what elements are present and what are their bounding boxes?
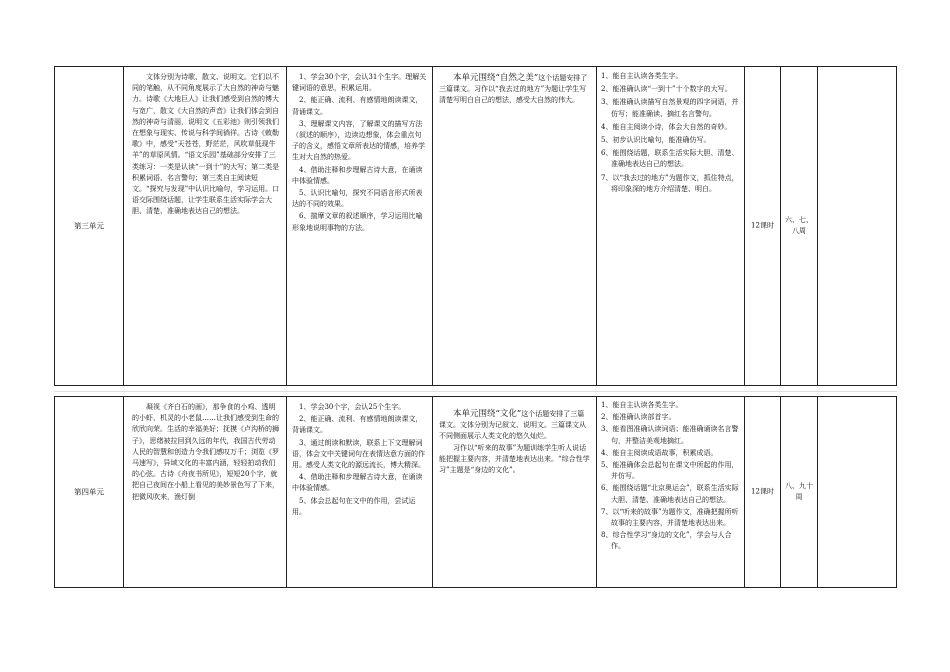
teaching-goal: 5、体会总起句在文中的作用，尝试运用。 — [292, 496, 416, 516]
key-point: 7、以“听来的故事”为题作文，准确把握所听故事的主要内容，并清楚地表达出来。 — [601, 507, 739, 528]
teaching-goals-cell — [286, 397, 432, 587]
unit-4-table-row — [54, 396, 897, 588]
content-analysis-cell — [123, 67, 286, 385]
key-point: 5、能准确体会总起句在课文中所起的作用，并仿写。 — [601, 461, 739, 481]
key-point: 1、能自主认读各类生字。 — [601, 72, 683, 80]
notes-cell — [817, 67, 898, 385]
unit-3-table-row — [54, 66, 897, 386]
hours-value: 12课时 — [751, 487, 774, 496]
teaching-goal: 3、理解课文内容，了解课文的描写方法（叙述的顺序），边读边想象，体会重点句子的含义，感悟文章所表达的情感，培养学生对大自然的热爱。 — [292, 119, 425, 162]
key-point: 3、能看图准确认读词语；能准确诵读名言警句，并整洁美观地摘红。 — [601, 425, 739, 445]
key-point: 6、能围绕话题，联系生活实际大胆、清楚、准确地表达自己的想法。 — [601, 149, 739, 169]
key-point: 2、能准确认读部首字。 — [601, 413, 676, 422]
hours-cell — [744, 67, 780, 385]
unit-name: 第三单元 — [74, 221, 104, 231]
teaching-goal: 1、学会30个字，会认31个生字。理解关键词语的意思，积累运用。 — [292, 73, 427, 93]
teaching-goal: 5、认识比喻句，探究不同语言形式所表达的不同的效果。 — [292, 189, 423, 209]
key-point: 2、能准确认读“一到十”十个数字的大写。 — [601, 85, 732, 94]
key-point: 4、能自主阅读成语故事，积累成语。 — [601, 448, 718, 457]
theme-extra-text: 习作以“听来的故事”为题训练学生听人说话能把握主要内容，并清楚地表达出来。“综合性学习”主题是“身边的文化”。 — [439, 443, 590, 475]
theme-text: 这个话题安排了三篇课文。习作以“我去过的地方”为题让学生写清楚写明白自己的想法，感受大自然的伟大。 — [439, 74, 588, 105]
teaching-goal: 4、借助注释和步理解古诗大意，在诵读中体验情感。 — [292, 165, 423, 185]
teaching-goal: 2、能正确、流利、有感情地朗读课文，背诵课文。 — [292, 415, 423, 435]
unit-name-cell — [55, 397, 123, 587]
unit-name: 第四单元 — [74, 487, 104, 497]
hours-value: 12课时 — [751, 221, 774, 230]
teaching-goal: 6、揣摩文章的叙述顺序，学习运用比喻形象地说明事物的方法。 — [292, 212, 423, 232]
teaching-goal: 2、能正确、流利、有感情地朗读课文，背诵课文。 — [292, 96, 423, 116]
hours-cell — [744, 397, 780, 587]
key-points-cell — [596, 397, 744, 587]
key-point: 1、能自主认读各类生字。 — [601, 401, 683, 409]
weeks-value: 八、九十周 — [785, 482, 813, 501]
theme-lead: 本单元围绕“自然之美” — [453, 73, 539, 83]
teaching-goal: 3、通过朗读和默读，联系上下文理解词语，体会文中关键词句在表情达意方面的作用。感受人类文化的源远流长，博大精深。 — [292, 438, 425, 470]
weeks-cell — [780, 397, 817, 587]
key-points-cell — [596, 67, 744, 385]
key-point: 6、能围绕话题“北京奥运会”，联系生活实际大胆、清楚、准确地表达自己的想法。 — [601, 484, 739, 504]
key-point: 5、初步认识比喻句，能准确仿写。 — [601, 136, 711, 145]
key-point: 7、以“我去过的地方”为题作文，抓住特点，将印象深的地方介绍清楚、明白。 — [601, 173, 739, 193]
unit-theme-cell — [432, 67, 596, 385]
unit-theme-cell — [432, 397, 596, 587]
weeks-value: 六、七、八周 — [785, 216, 813, 235]
content-analysis-text: 凝视《齐白石的画》，那争食的小鸡、透明的小虾、机灵的小老鼠……让我们感受到生命的欣欣向荣。生活的幸福美好；抚摸《卢沟桥的狮子》，思绪被拉回到久远的年代，我国古代劳动人民的智慧和创造力令我们感叹万千；浏览《罗马速写》，异域文化的丰富内涵，轻轻拍动我们的心弦。古诗《舟夜书所见》，短短20个字，就把自己夜间在小船上看见的美妙景色写了下来，把微风吹来，渔灯倒 — [132, 403, 279, 501]
teaching-goal: 1、学会30个字，会认25个生字。 — [299, 403, 406, 411]
key-point: 4、能自主阅读小诗，体会大自然的奇妙。 — [601, 122, 732, 131]
theme-text: 这个话题安排了三篇课文。文体分别为记叙文、说明文。三篇课文从不同侧面展示人类文化的悠久灿烂。 — [439, 410, 586, 441]
key-point: 3、能准确认读描写自然景观的四字词语，并仿写；能准确读、摘红名言警句。 — [601, 98, 739, 118]
teaching-goal: 4、借助注释和步理解古诗大意，在诵读中体验情感。 — [292, 473, 423, 493]
teaching-goals-cell — [286, 67, 432, 385]
key-point: 8、综合性学习“身边的文化”，学会与人合作。 — [601, 531, 732, 551]
content-analysis-text: 文体分别为诗歌、散文、说明文。它们以不同的笔触，从不同角度展示了大自然的神奇与魅力。诗歌《大地巨人》让我们感受到自然的博大与宽广，散文《大自然的声音》让我们体会到自然的神奇与清丽，说明文《五彩池》则引领我们在想象与现实、传说与科学间徜徉。古诗《敕勒歌》中，感受“天苍苍，野茫茫，风吹草低现牛羊”的草原风情。“语文乐园”基础部分安排了三类练习：一类是认读“一到十”的大写；第二类是积累词语、名言警句；第三类自主阅读短文。“探究与发现”中认识比喻句，学习运用。口语交际围绕话题，让学生联系生活实际学会大胆、清楚、准确地表达自己的想法。 — [132, 73, 280, 216]
unit-name-cell — [55, 67, 123, 385]
theme-lead: 本单元围绕“文化” — [453, 409, 522, 419]
notes-cell — [817, 397, 898, 587]
weeks-cell — [780, 67, 817, 385]
content-analysis-cell — [123, 397, 286, 587]
